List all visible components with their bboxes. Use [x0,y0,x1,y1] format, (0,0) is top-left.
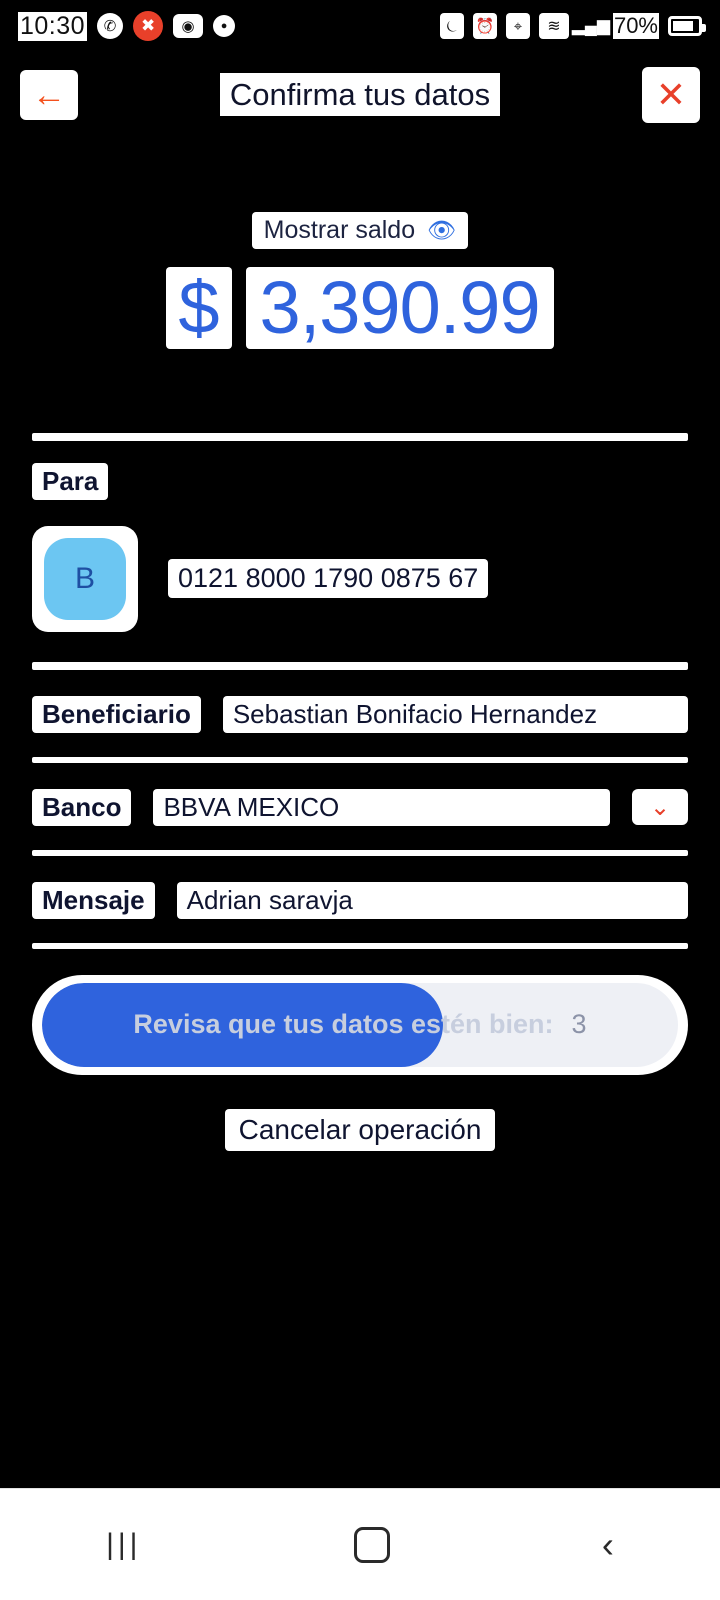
wifi-icon: ≋ [539,13,569,39]
message-label: Mensaje [32,882,155,919]
show-balance-label: Mostrar saldo [263,216,416,244]
chevron-down-icon[interactable]: ⌄ [632,789,688,825]
recipient-section-label-row [32,441,688,510]
bank-label: Banco [32,789,131,826]
mute-notification-icon: ✖ [133,11,163,41]
close-button[interactable]: ✕ [642,67,700,123]
message-value: Adrian saravja [177,882,688,919]
location-icon: ⌖ [506,13,530,39]
confirm-button-label: Revisa que tus datos estén bien: [133,1009,554,1040]
transfer-details-list [0,433,720,949]
avatar-wrapper [32,526,138,632]
confirm-button-wrapper[interactable] [32,975,688,1075]
alarm-icon: ⏰ [473,13,497,39]
system-navigation-bar [0,1488,720,1600]
avatar: B [44,538,126,620]
eye-visibility-icon[interactable]: 👁 [427,217,457,243]
cancel-wrapper [32,1109,688,1151]
status-bar [0,0,720,52]
confirm-countdown: 3 [571,1009,587,1040]
page-title-text: Confirma tus datos [220,73,500,116]
balance-amount: 3,390.99 [246,267,554,349]
beneficiary-row [32,670,688,757]
account-number-value: 0121 8000 1790 0875 67 [168,559,488,598]
show-balance-toggle[interactable] [252,212,469,249]
bank-value: BBVA MEXICO [153,789,610,826]
actions-section [0,949,720,1151]
back-button[interactable]: ← [20,70,78,120]
recording-dot-icon: ● [213,15,235,37]
signal-icon: ▂▄▆ [571,16,611,35]
divider-top [32,433,688,441]
balance-section [0,212,720,349]
divider-after-recipient [32,662,688,670]
battery-icon [668,16,702,36]
bank-row[interactable] [32,763,688,850]
beneficiary-label: Beneficiario [32,696,201,733]
battery-percent-label: 70% [613,13,658,38]
message-row[interactable] [32,856,688,943]
status-clock: 10:30 [20,11,86,40]
status-bar-left [18,11,235,41]
home-button-icon[interactable] [354,1527,390,1563]
confirm-progress-track [42,983,678,1067]
beneficiary-value: Sebastian Bonifacio Hernandez [223,696,688,733]
alarm-mute-icon: ⏾ [440,13,464,39]
balance-amount-row [0,267,720,349]
confirm-button-content [42,983,678,1067]
cancel-operation-button[interactable]: Cancelar operación [225,1109,496,1151]
recipient-row[interactable] [32,510,688,662]
eye-icon: ◉ [173,14,203,38]
currency-symbol: $ [166,267,231,349]
status-bar-right [440,13,702,39]
page-title [0,77,720,113]
recents-button-icon[interactable]: ||| [106,1527,142,1561]
para-label: Para [32,463,108,500]
whatsapp-icon: ✆ [97,13,123,39]
app-header [0,52,720,138]
back-button-icon[interactable]: ‹ [601,1523,614,1565]
